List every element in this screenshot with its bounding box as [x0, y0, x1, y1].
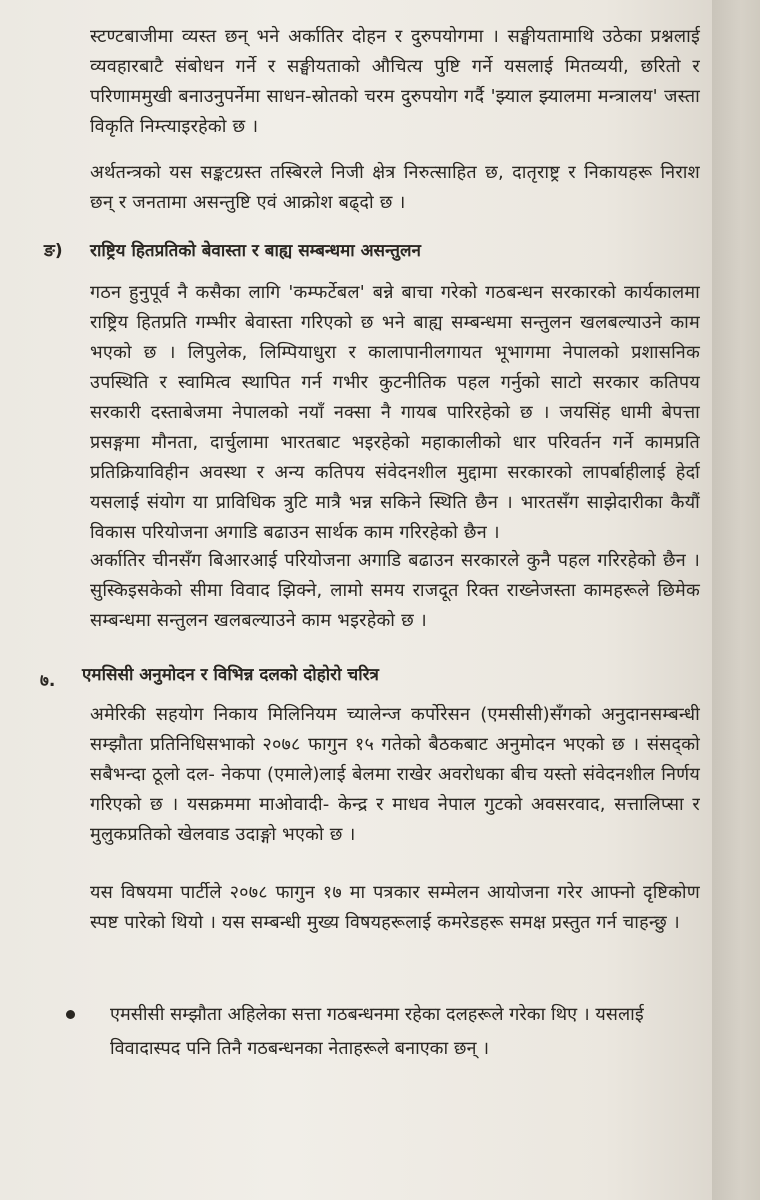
- section-heading-national-interest: राष्ट्रिय हितप्रतिको बेवास्ता र बाह्य सम्बन्धमा असन्तुलन: [90, 241, 421, 261]
- section-heading-mcc: एमसिसी अनुमोदन र विभिन्न दलको दोहोरो चरित्र: [82, 665, 379, 685]
- bullet-item-mcc: एमसीसी सम्झौता अहिलेका सत्ता गठबन्धनमा रहेका दलहरूले गरेका थिए । यसलाई विवादास्पद पनि तिनै गठबन्धनका नेताहरूले बनाएका छन् ।: [110, 1004, 644, 1059]
- section-marker-nga: ङ): [44, 241, 63, 261]
- paragraph-press-conference: यस विषयमा पार्टीले २०७८ फागुन १७ मा पत्रकार सम्मेलन आयोजना गरेर आफ्नो दृष्टिकोण स्पष्ट पारेको थियो । यस सम्बन्धी मुख्य विषयहरूलाई कमरेडहरू समक्ष प्रस्तुत गर्न चाहन्छु ।: [90, 882, 700, 933]
- paragraph-arthatantra: अर्थतन्त्रको यस सङ्कटग्रस्त तस्बिरले निजी क्षेत्र निरुत्साहित छ, दातृराष्ट्र र निकायहरू निराश छन् र जनतामा असन्तुष्टि एवं आक्रोश बढ्दो छ ।: [90, 162, 700, 213]
- paragraph-china-bri: अर्कातिर चीनसँग बिआरआई परियोजना अगाडि बढाउन सरकारले कुनै पहल गरिरहेको छैन । सुस्किइसकेको सीमा विवाद झिक्ने, लामो समय राजदूत रिक्त राख्नेजस्ता कामहरूले छिमेक सम्बन्धमा सन्तुलन खलबल्याउने काम भइरहेको छ ।: [90, 550, 700, 631]
- section-marker-7: ७.: [40, 671, 56, 691]
- paragraph-gathabandhan: गठन हुनुपूर्व नै कसैका लागि 'कम्फर्टेबल' बन्ने बाचा गरेको गठबन्धन सरकारको कार्यकालमा राष्ट्रिय हितप्रति गम्भीर बेवास्ता गरिएको छ भने बाह्य सम्बन्धमा सन्तुलन खलबल्याउने काम भएको छ । लिपुलेक, लिम्पियाधुरा र कालापानीलगायत भूभागमा नेपालको प्रशासनिक उपस्थिति र स्वामित्व स्थापित गर्न गभीर कुटनीतिक पहल गर्नुको साटो सरकार कतिपय सरकारी दस्ताबेजमा नेपालको नयाँ नक्सा नै गायब पारिरहेको छ । जयसिंह धामी बेपत्ता प्रसङ्गमा मौनता, दार्चुलामा भारतबाट भइरहेको महाकालीको धार परिवर्तन गर्ने कामप्रति प्रतिक्रियाविहीन अवस्था र अन्य कतिपय संवेदनशील मुद्दामा सरकारको लापर्बाहीलाई हेर्दा यसलाई संयोग या प्राविधिक त्रुटि मात्रै भन्न सकिने स्थिति छैन । भारतसँग साझेदारीका कैयौं विकास परियोजना अगाडि बढाउन सार्थक काम गरिरहेको छैन ।: [90, 282, 700, 543]
- page-edge-shadow: [712, 0, 760, 1200]
- paragraph-mcc-approval: अमेरिकी सहयोग निकाय मिलिनियम च्यालेन्ज कर्पोरेसन (एमसीसी)सँगको अनुदानसम्बन्धी सम्झौता प्रतिनिधिसभाको २०७८ फागुन १५ गतेको बैठकबाट अनुमोदन भएको छ । संसद्को सबैभन्दा ठूलो दल- नेकपा (एमाले)लाई बेलमा राखेर अवरोधका बीच यस्तो संवेदनशील निर्णय गरिएको छ । यसक्रममा माओवादी- केन्द्र र माधव नेपाल गुटको अवसरवाद, सत्तालिप्सा र मुलुकप्रतिको खेलवाड उदाङ्गो भएको छ ।: [90, 704, 700, 845]
- bullet-dot-icon: [66, 1010, 75, 1019]
- paragraph-sanghiyata: स्टण्टबाजीमा व्यस्त छन् भने अर्कातिर दोहन र दुरुपयोगमा । सङ्घीयतामाथि उठेका प्रश्नलाई व्यवहारबाटै संबोधन गर्ने र सङ्घीयताको औचित्य पुष्टि गर्ने यसलाई मितव्ययी, छरितो र परिणाममुखी बनाउनुपर्नेमा साधन-स्रोतको चरम दुरुपयोग गर्दै 'झ्याल झ्यालमा मन्त्रालय' जस्ता विकृति निम्त्याइरहेको छ ।: [90, 26, 700, 137]
